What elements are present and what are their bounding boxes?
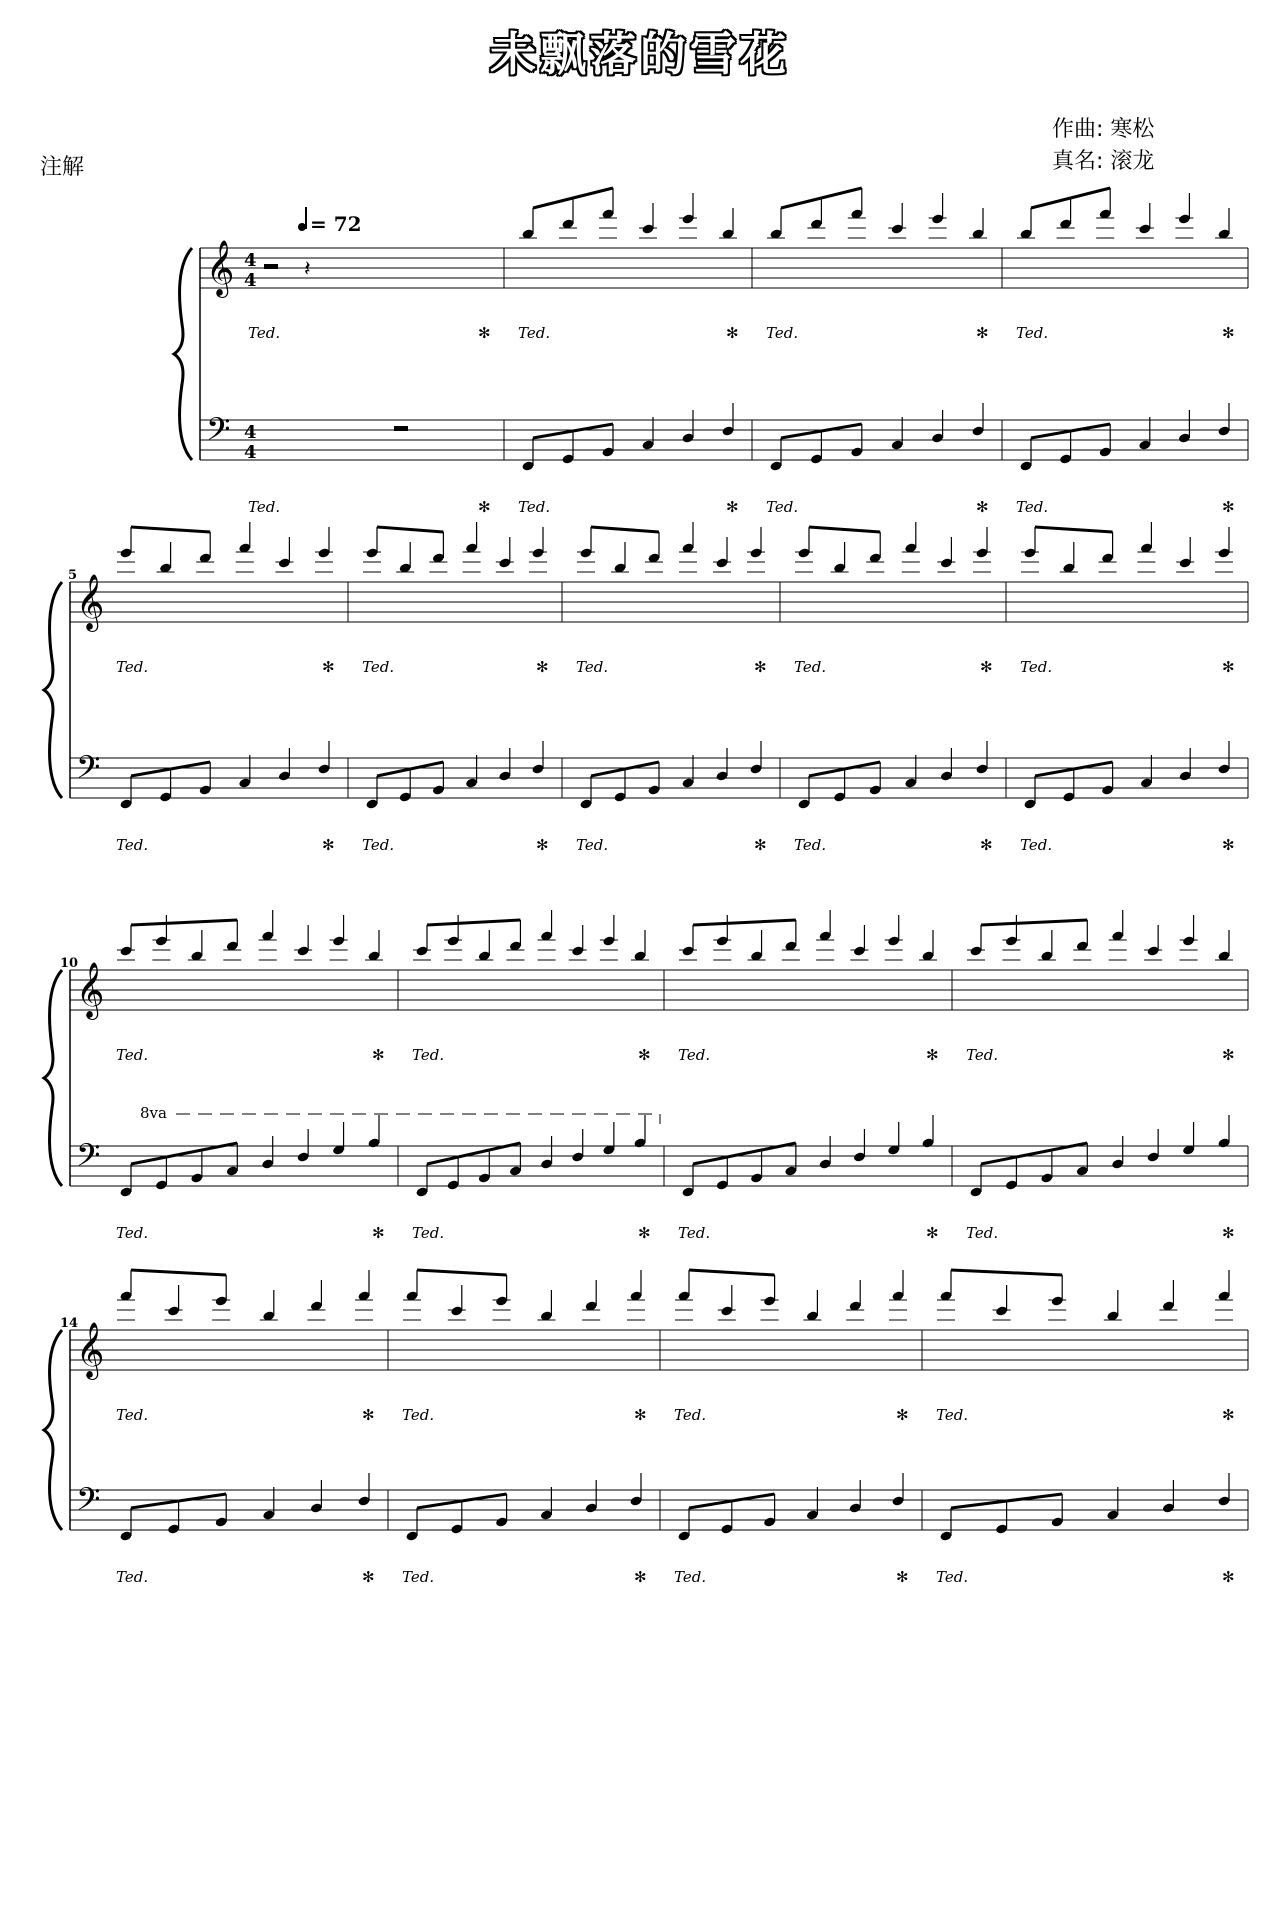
composer-line: 作曲: 寒松 — [1052, 117, 1155, 142]
bass-staff — [70, 1146, 1248, 1186]
pedal-marking: Ted. — [1016, 498, 1049, 516]
treble-clef-icon: 𝄞 — [76, 574, 105, 630]
pedal-release-icon: ✻ — [1222, 658, 1235, 676]
pedal-marking: Ted. — [674, 1406, 707, 1424]
pedal-marking: Ted. — [678, 1224, 711, 1242]
pedal-release-icon: ✻ — [754, 658, 767, 676]
pedal-marking: Ted. — [794, 836, 827, 854]
pedal-release-icon: ✻ — [322, 658, 335, 676]
system-3 — [44, 910, 1248, 1242]
pedal-marking: Ted. — [116, 836, 149, 854]
pedal-release-icon: ✻ — [536, 836, 549, 854]
pedal-release-icon: ✻ — [726, 324, 739, 342]
pedal-release-icon: ✻ — [1222, 324, 1235, 342]
annotation-label: 注解 — [40, 155, 85, 180]
pedal-release-icon: ✻ — [372, 1224, 385, 1242]
pedal-release-icon: ✻ — [638, 1046, 651, 1064]
pedal-release-icon: ✻ — [478, 324, 491, 342]
bass-clef-icon: 𝄢 — [76, 749, 101, 793]
score-title: 未飘落的雪花 — [490, 27, 790, 81]
ottava-marking: 8va — [140, 1104, 167, 1122]
pedal-marking: Ted. — [766, 324, 799, 342]
pedal-release-icon: ✻ — [634, 1568, 647, 1586]
pedal-marking: Ted. — [794, 658, 827, 676]
treble-staff — [70, 1330, 1248, 1370]
beam — [427, 920, 520, 925]
pedal-marking: Ted. — [936, 1568, 969, 1586]
beam — [809, 527, 880, 532]
pedal-marking: Ted. — [116, 1568, 149, 1586]
quarter-rest-icon: 𝄽 — [304, 257, 311, 282]
pedal-release-icon: ✻ — [322, 836, 335, 854]
treble-staff — [70, 970, 1248, 1010]
pedal-release-icon: ✻ — [1222, 498, 1235, 516]
measure-number-5: 5 — [68, 568, 78, 583]
pedal-release-icon: ✻ — [362, 1406, 375, 1424]
pedal-marking: Ted. — [1016, 324, 1049, 342]
bass-clef-icon: 𝄢 — [76, 1481, 101, 1525]
pedal-marking: Ted. — [1020, 836, 1053, 854]
pedal-marking: Ted. — [576, 836, 609, 854]
pedal-marking: Ted. — [116, 1224, 149, 1242]
treble-staff — [70, 582, 1248, 622]
system-1 — [174, 188, 1248, 516]
pedal-marking: Ted. — [412, 1224, 445, 1242]
pedal-release-icon: ✻ — [362, 1568, 375, 1586]
pedal-marking: Ted. — [576, 658, 609, 676]
pedal-release-icon: ✻ — [976, 498, 989, 516]
pedal-release-icon: ✻ — [634, 1406, 647, 1424]
pedal-marking: Ted. — [674, 1568, 707, 1586]
time-signature-top: 4 — [244, 250, 257, 271]
pedal-release-icon: ✻ — [926, 1224, 939, 1242]
pedal-marking: Ted. — [362, 836, 395, 854]
brace — [44, 970, 62, 1186]
pedal-marking: Ted. — [678, 1046, 711, 1064]
brace — [174, 248, 192, 460]
beam — [131, 920, 237, 925]
pedal-release-icon: ✻ — [980, 836, 993, 854]
pedal-release-icon: ✻ — [896, 1406, 909, 1424]
time-signature-bottom: 4 — [244, 270, 257, 291]
system-4 — [44, 1270, 1248, 1586]
system-2 — [44, 522, 1248, 854]
measure-number-14: 14 — [60, 1316, 79, 1331]
realname-line: 真名: 滚龙 — [1052, 149, 1155, 174]
pedal-release-icon: ✻ — [896, 1568, 909, 1586]
pedal-marking: Ted. — [966, 1224, 999, 1242]
beam — [131, 1270, 226, 1275]
time-signature-top: 4 — [244, 422, 257, 443]
pedal-release-icon: ✻ — [1222, 1568, 1235, 1586]
beam — [689, 1270, 775, 1275]
pedal-release-icon: ✻ — [976, 324, 989, 342]
pedal-release-icon: ✻ — [478, 498, 491, 516]
pedal-release-icon: ✻ — [1222, 836, 1235, 854]
pedal-marking: Ted. — [518, 498, 551, 516]
pedal-release-icon: ✻ — [638, 1224, 651, 1242]
half-rest — [264, 264, 278, 269]
beam — [417, 1270, 507, 1275]
brace — [44, 582, 62, 798]
pedal-marking: Ted. — [936, 1406, 969, 1424]
pedal-release-icon: ✻ — [1222, 1046, 1235, 1064]
brace — [44, 1330, 62, 1530]
systems-group — [44, 188, 1248, 1586]
pedal-marking: Ted. — [766, 498, 799, 516]
pedal-marking: Ted. — [116, 1046, 149, 1064]
pedal-marking: Ted. — [248, 498, 281, 516]
pedal-marking: Ted. — [1020, 658, 1053, 676]
beam — [693, 920, 796, 925]
pedal-marking: Ted. — [116, 658, 149, 676]
whole-rest — [394, 426, 408, 431]
pedal-release-icon: ✻ — [980, 658, 993, 676]
treble-staff — [200, 248, 1248, 288]
pedal-marking: Ted. — [518, 324, 551, 342]
beam — [981, 920, 1087, 925]
time-signature-bottom: 4 — [244, 442, 257, 463]
beam — [1035, 527, 1113, 532]
beam — [377, 527, 443, 532]
bass-staff — [70, 1490, 1248, 1530]
treble-clef-icon: 𝄞 — [206, 240, 235, 296]
pedal-marking: Ted. — [402, 1568, 435, 1586]
beam — [951, 1270, 1062, 1275]
pedal-marking: Ted. — [402, 1406, 435, 1424]
beam — [131, 527, 210, 532]
pedal-release-icon: ✻ — [1222, 1406, 1235, 1424]
pedal-release-icon: ✻ — [926, 1046, 939, 1064]
pedal-marking: Ted. — [248, 324, 281, 342]
pedal-release-icon: ✻ — [726, 498, 739, 516]
beam — [591, 527, 659, 532]
pedal-release-icon: ✻ — [754, 836, 767, 854]
treble-clef-icon: 𝄞 — [76, 962, 105, 1018]
tempo-value: = 72 — [310, 212, 362, 236]
pedal-marking: Ted. — [116, 1406, 149, 1424]
pedal-release-icon: ✻ — [1222, 1224, 1235, 1242]
bass-clef-icon: 𝄢 — [206, 411, 231, 455]
bass-clef-icon: 𝄢 — [76, 1137, 101, 1181]
pedal-marking: Ted. — [412, 1046, 445, 1064]
treble-clef-icon: 𝄞 — [76, 1322, 105, 1378]
pedal-marking: Ted. — [966, 1046, 999, 1064]
pedal-release-icon: ✻ — [372, 1046, 385, 1064]
pedal-marking: Ted. — [362, 658, 395, 676]
pedal-release-icon: ✻ — [536, 658, 549, 676]
measure-number-10: 10 — [60, 956, 79, 971]
